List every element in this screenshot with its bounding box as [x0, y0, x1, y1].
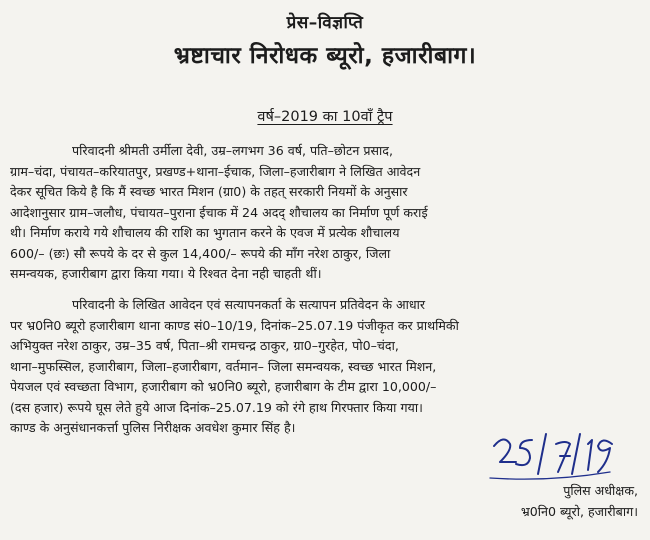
- arrest-paragraph: [10, 295, 638, 439]
- paragraph-line: थी। निर्माण कराये गये शौचालय की राशि का भुगतान करने के एवज में प्रत्येक शौचालय: [10, 225, 400, 240]
- paragraph-line: थाना–मुफस्सिल, हजारीबाग, जिला–हजारीबाग, वर्तमान– जिला समन्वयक, स्वच्छ भारत मिशन,: [10, 358, 437, 374]
- signatory-office: भ्र0नि0 ब्यूरो, हजारीबाग।: [520, 504, 638, 519]
- paragraph-line: काण्ड के अनुसंधानकर्त्ता पुलिस निरीक्षक अवधेश कुमार सिंह है।: [10, 420, 296, 435]
- trap-subtitle: [0, 106, 650, 126]
- paragraph-line: (दस हजार) रूपये घूस लेते हुये आज दिनांक–25.07.19 को रंगे हाथ गिरफ्तार किया गया।: [10, 399, 423, 415]
- complaint-paragraph: [10, 141, 638, 285]
- document-heading: प्रेस–विज्ञप्ति: [286, 13, 364, 33]
- handwritten-signature: [488, 432, 618, 482]
- paragraph-line: परिवादनी के लिखित आवेदन एवं सत्यापनकर्ता के सत्यापन प्रतिवेदन के आधार: [72, 297, 426, 312]
- paragraph-line: ग्राम–चंदा, पंचायत–करियातपुर, प्रखण्ड+थाना–ईचाक, जिला–हजारीबाग ने लिखित आवेदन: [10, 163, 421, 179]
- paragraph-line: पर भ्र0नि0 ब्यूरो हजारीबाग थाना काण्ड सं0–10/19, दिनांक–25.07.19 पंजीकृत कर प्राथमिकी: [10, 317, 459, 333]
- paragraph-line: समन्वयक, हजारीबाग द्वारा किया गया। ये रिश्वत देना नही चाहती थीं।: [10, 266, 322, 281]
- signatory-designation: पुलिस अधीक्षक,: [563, 483, 638, 498]
- trap-subtitle-text: वर्ष–2019 का 10वाँ ट्रैप: [257, 109, 393, 125]
- paragraph-line: आदेशानुसार ग्राम–जलौध, पंचायत–पुराना ईचाक में 24 अदद् शौचालय का निर्माण पूर्ण कराई: [10, 204, 428, 220]
- paragraph-line: परिवादनी श्रीमती उर्मीला देवी, उम्र–लगभग 36 वर्ष, पति–छोटन प्रसाद,: [72, 143, 393, 158]
- paragraph-line: पेयजल एवं स्वच्छता विभाग, हजारीबाग को भ्र0नि0 ब्यूरो, हजारीबाग के टीम द्वारा 10,000/–: [10, 379, 437, 394]
- paragraph-line: देकर सूचित किये है कि मैं स्वच्छ भारत मिशन (ग्रा0) के तहत् सरकारी नियमों के अनुसार: [10, 184, 408, 199]
- bureau-title: भ्रष्टाचार निरोधक ब्यूरो, हजारीबाग।: [173, 43, 477, 69]
- paragraph-line: अभियुक्त नरेश ठाकुर, उम्र–35 वर्ष, पिता–श्री रामचन्द्र ठाकुर, ग्रा0–गुरहेत, पो0–चंदा,: [10, 338, 399, 353]
- paragraph-line: 600/– (छः) सौ रूपये के दर से कुल 14,400/– रूपये की माँग नरेश ठाकुर, जिला: [10, 245, 391, 261]
- signatory-block: [468, 480, 638, 522]
